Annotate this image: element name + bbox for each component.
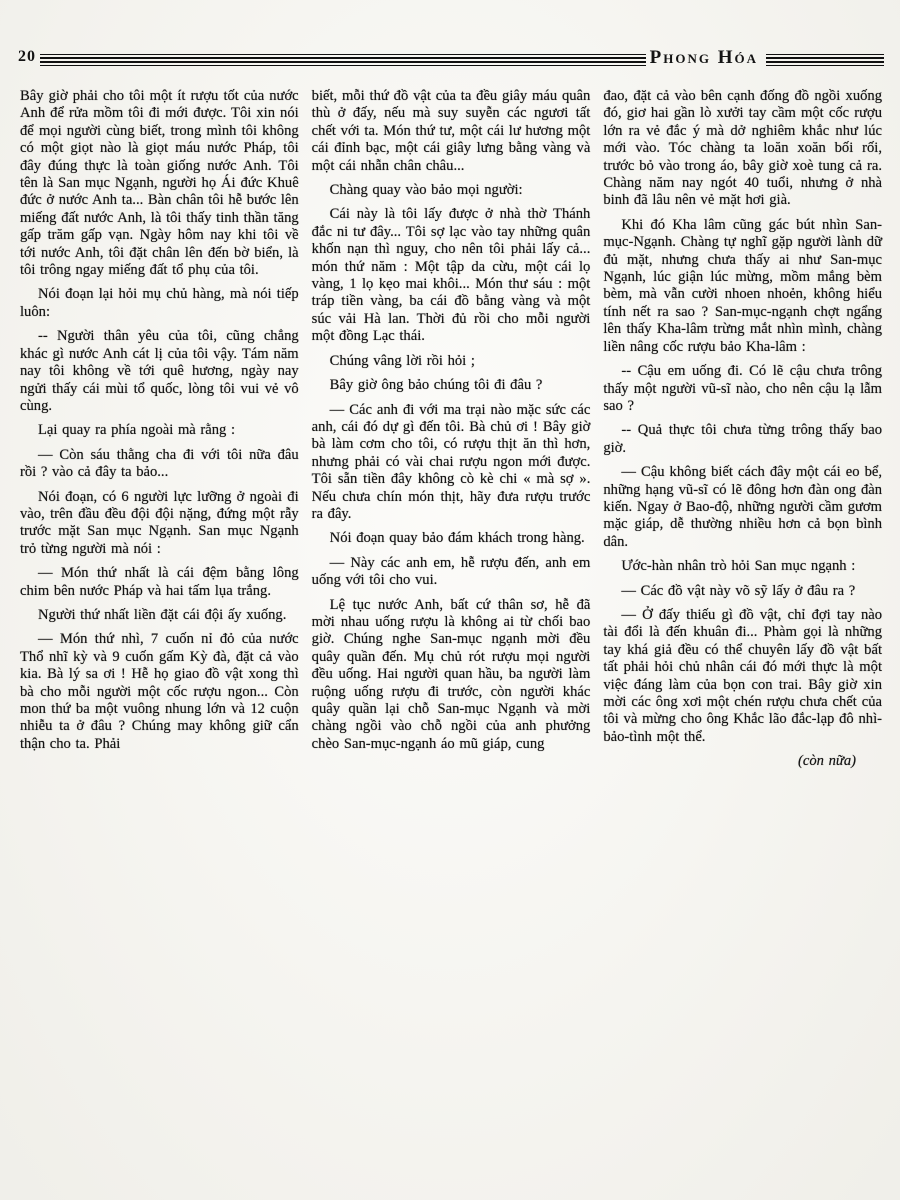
paragraph: — Các đồ vật này võ sỹ lấy ở đâu ra ?: [621, 582, 856, 599]
paragraph: đao, đặt cả vào bên cạnh đống đồ ngồi xuống đó, giơ hai gần lò xưởi tay cầm một cốc rượu lớn ra vẻ đắc ý mà dở nghiêm khắc như lúc mới vào. Tóc chàng ta loăn xoăn bối rối, trước bỏ vào trong áo, bây giờ xoè tung cả ra. Chàng năm nay ngót 40 tuổi, nhưng ở nhà binh đã lâu nên vẻ mặt hơi già.: [603, 88, 883, 209]
paragraph: Lệ tục nước Anh, bất cứ thân sơ, hễ đã mời nhau uống rượu là không ai từ chối bao giờ. Chúng nghe San-mục ngạnh mời đều quây quần đến. Mụ chủ rót rượu mọi người đều uống. Hai người quan hầu, ba người làm ruộng uống rượu đi trước, còn người khác quây quần lại chỗ San-mục Ngạnh và mời chàng ngồi vào chỗ ngồi của anh phưởng chèo San-mục-ngạnh áo mũ giáp, cung: [311, 596, 591, 752]
header-rule-left: [40, 53, 646, 66]
paragraph: biết, mỗi thứ đồ vật của ta đều giây máu quân thù ở đấy, nếu mà suy suyễn các ngươi tất chết với ta. Món thứ tư, một cái lư hương một cái đỉnh bạc, một cái giây lưng bằng vàng và một cái nhẫn chân châu...: [311, 88, 591, 174]
paragraph: Bây giờ phải cho tôi một ít rượu tốt của nước Anh để rửa mồm tôi đi mới được. Tôi xin nói để mọi người cùng biết, trong mình tôi không có một giọt nào là giọt máu nước Pháp, tôi đây đúng thực là toàn giống nước Anh. Tôi tên là San mục Ngạnh, người họ Ái đức Khuê đức ở nước Anh ta... Bàn chân tôi hễ bước lên miếng đất nước Anh, là tôi thấy tinh thần tăng gấp trăm gấp vạn. Ngày hôm nay khi tôi về tới nước Anh, tôi đặt chân lên đến bờ biển, là tôi trông ngay miếng đất tổ phụ của tôi.: [20, 88, 299, 279]
text-column-3: [603, 88, 882, 778]
paragraph: Bây giờ ông bảo chúng tôi đi đâu ?: [329, 377, 543, 394]
text-column-1: [20, 88, 299, 778]
paragraph: Người thứ nhất liền đặt cái đội ấy xuống.: [38, 606, 287, 623]
paragraph: Lại quay ra phía ngoài mà rằng :: [38, 422, 236, 439]
paragraph: -- Quả thực tôi chưa từng trông thấy bao giờ.: [603, 422, 883, 456]
paragraph: Ước-hàn nhân trò hỏi San mục ngạnh :: [621, 558, 856, 575]
paragraph: Chúng vâng lời rồi hỏi ;: [329, 352, 475, 369]
paragraph: Chàng quay vào bảo mọi người:: [329, 182, 523, 199]
paragraph: -- Người thân yêu của tôi, cũng chẳng khác gì nước Anh cát lị của tôi vậy. Tám năm nay tôi không về tới quê hương, ngày nay ngửi thấy cái mùi tổ quốc, lòng tôi vui vẻ vô cùng.: [20, 328, 299, 414]
masthead-title: Phong Hóa: [649, 47, 758, 68]
text-column-2: [312, 88, 591, 778]
paragraph: -- Cậu em uống đi. Có lẽ cậu chưa trông thấy một người vũ-sĩ nào, cho nên cậu lạ lẫm sao ?: [603, 363, 883, 414]
paragraph: Khi đó Kha lâm cũng gác bút nhìn San-mục-Ngạnh. Chàng tự nghĩ gặp người lành dữ đủ mặt, nhưng chưa thấy ai như San-mục Ngạnh, lúc giận lúc mừng, mồm mắng bèm bèm, mà vẫn cười nhoen nhoẻn, không hiểu tính nết ra sao ? San-mục-ngạnh chợt ngẩng lên thấy Kha-lâm trừng mắt nhìn mình, chàng liền nâng cốc rượu bảo Kha-lâm :: [603, 216, 883, 355]
paragraph: Nói đoạn, có 6 người lực lưỡng ở ngoài đi vào, trên đầu đều đội đội nặng, đứng một rẫy trước mặt San mục Ngạnh. San mục Ngạnh trỏ từng người mà nói :: [20, 488, 299, 557]
paragraph: — Còn sáu thằng cha đi với tôi nữa đâu rồi ? vào cả đây ta bảo...: [20, 446, 299, 481]
paragraph: — Ở đấy thiếu gì đồ vật, chỉ đợi tay nào tài đổi là đến khuân đi... Phàm gọi là những tay khá giả đều có thể chuyên lấy đồ vật bất tất phải hỏi chủ nhân cái đó mới thực là một việc đáng làm của bọn con trai. Bây giờ xin mời các ông xơi một chén rượu chưa chết của tôi và mừng cho ông Khắc lão đắc-lạp đô nhì-bảo-tình một thể.: [603, 606, 883, 745]
paragraph: — Món thứ nhì, 7 cuốn nỉ đỏ của nước Thổ nhĩ kỳ và 9 cuốn gấm Kỳ đà, đặt cả vào kia. Bà lý sa ơi ! Hễ họ giao đồ vật xong thì bà cho mỗi người một cốc rượu ngon... Còn mon thứ ba một vuông nhung lớn và 12 cuộn nhiễu ta ở đâu ? Chúng may không giữ cẩn thận cho ta. Phải: [20, 631, 299, 752]
paragraph: (còn nữa): [798, 753, 857, 770]
header-rule-right: [766, 53, 884, 66]
article-body: [16, 88, 888, 778]
paragraph: Nói đoạn quay bảo đám khách trong hàng.: [329, 530, 585, 547]
paragraph: — Cậu không biết cách đây một cái eo bể, những hạng vũ-sĩ có lẽ đông hơn đàn ong đàn kiến. Ngay ở Bao-độ, những người cầm gươm mặc giáp, dễ thường nhiều hơn cả bọn bình dân.: [603, 464, 883, 550]
paragraph: Cái này là tôi lấy được ở nhà thờ Thánh đắc ni tư đây... Tôi sợ lạc vào tay những quân khốn nạn thì nguy, cho nên tôi phải lấy cả... món thứ năm : Một tập da cừu, một cái lọ vàng, 1 lọ kẹo mai khôi... Món thư sáu : một tráp tiền vàng, ba cái đồ bằng vàng và một súc vải Hà lan. Thời đủ rồi cho mỗi người một đồng Lạc thái.: [311, 206, 591, 345]
page-header: [18, 44, 884, 74]
paragraph: — Này các anh em, hễ rượu đến, anh em uống với tôi cho vui.: [311, 554, 591, 589]
paragraph: — Các anh đi với ma trại nào mặc sức các anh, cái đó dự gì đến tôi. Bà chủ ơi ! Bây giờ bà làm cơm cho tôi, có rượu thịt ăn thì hơn, nhưng phải có vài chai rượu ngon mới được. Tôi sẵn tiền đây không cò kè chi « mà sợ ». Nếu chưa chín món thịt, hãy đưa rượu trước ra đây.: [311, 401, 591, 522]
paragraph: — Món thứ nhất là cái đệm bằng lông chim bên nước Pháp và hai tấm lụa trắng.: [20, 565, 299, 599]
paragraph: Nói đoạn lại hỏi mụ chủ hàng, mà nói tiếp luôn:: [20, 286, 299, 320]
page-number: 20: [18, 48, 36, 65]
